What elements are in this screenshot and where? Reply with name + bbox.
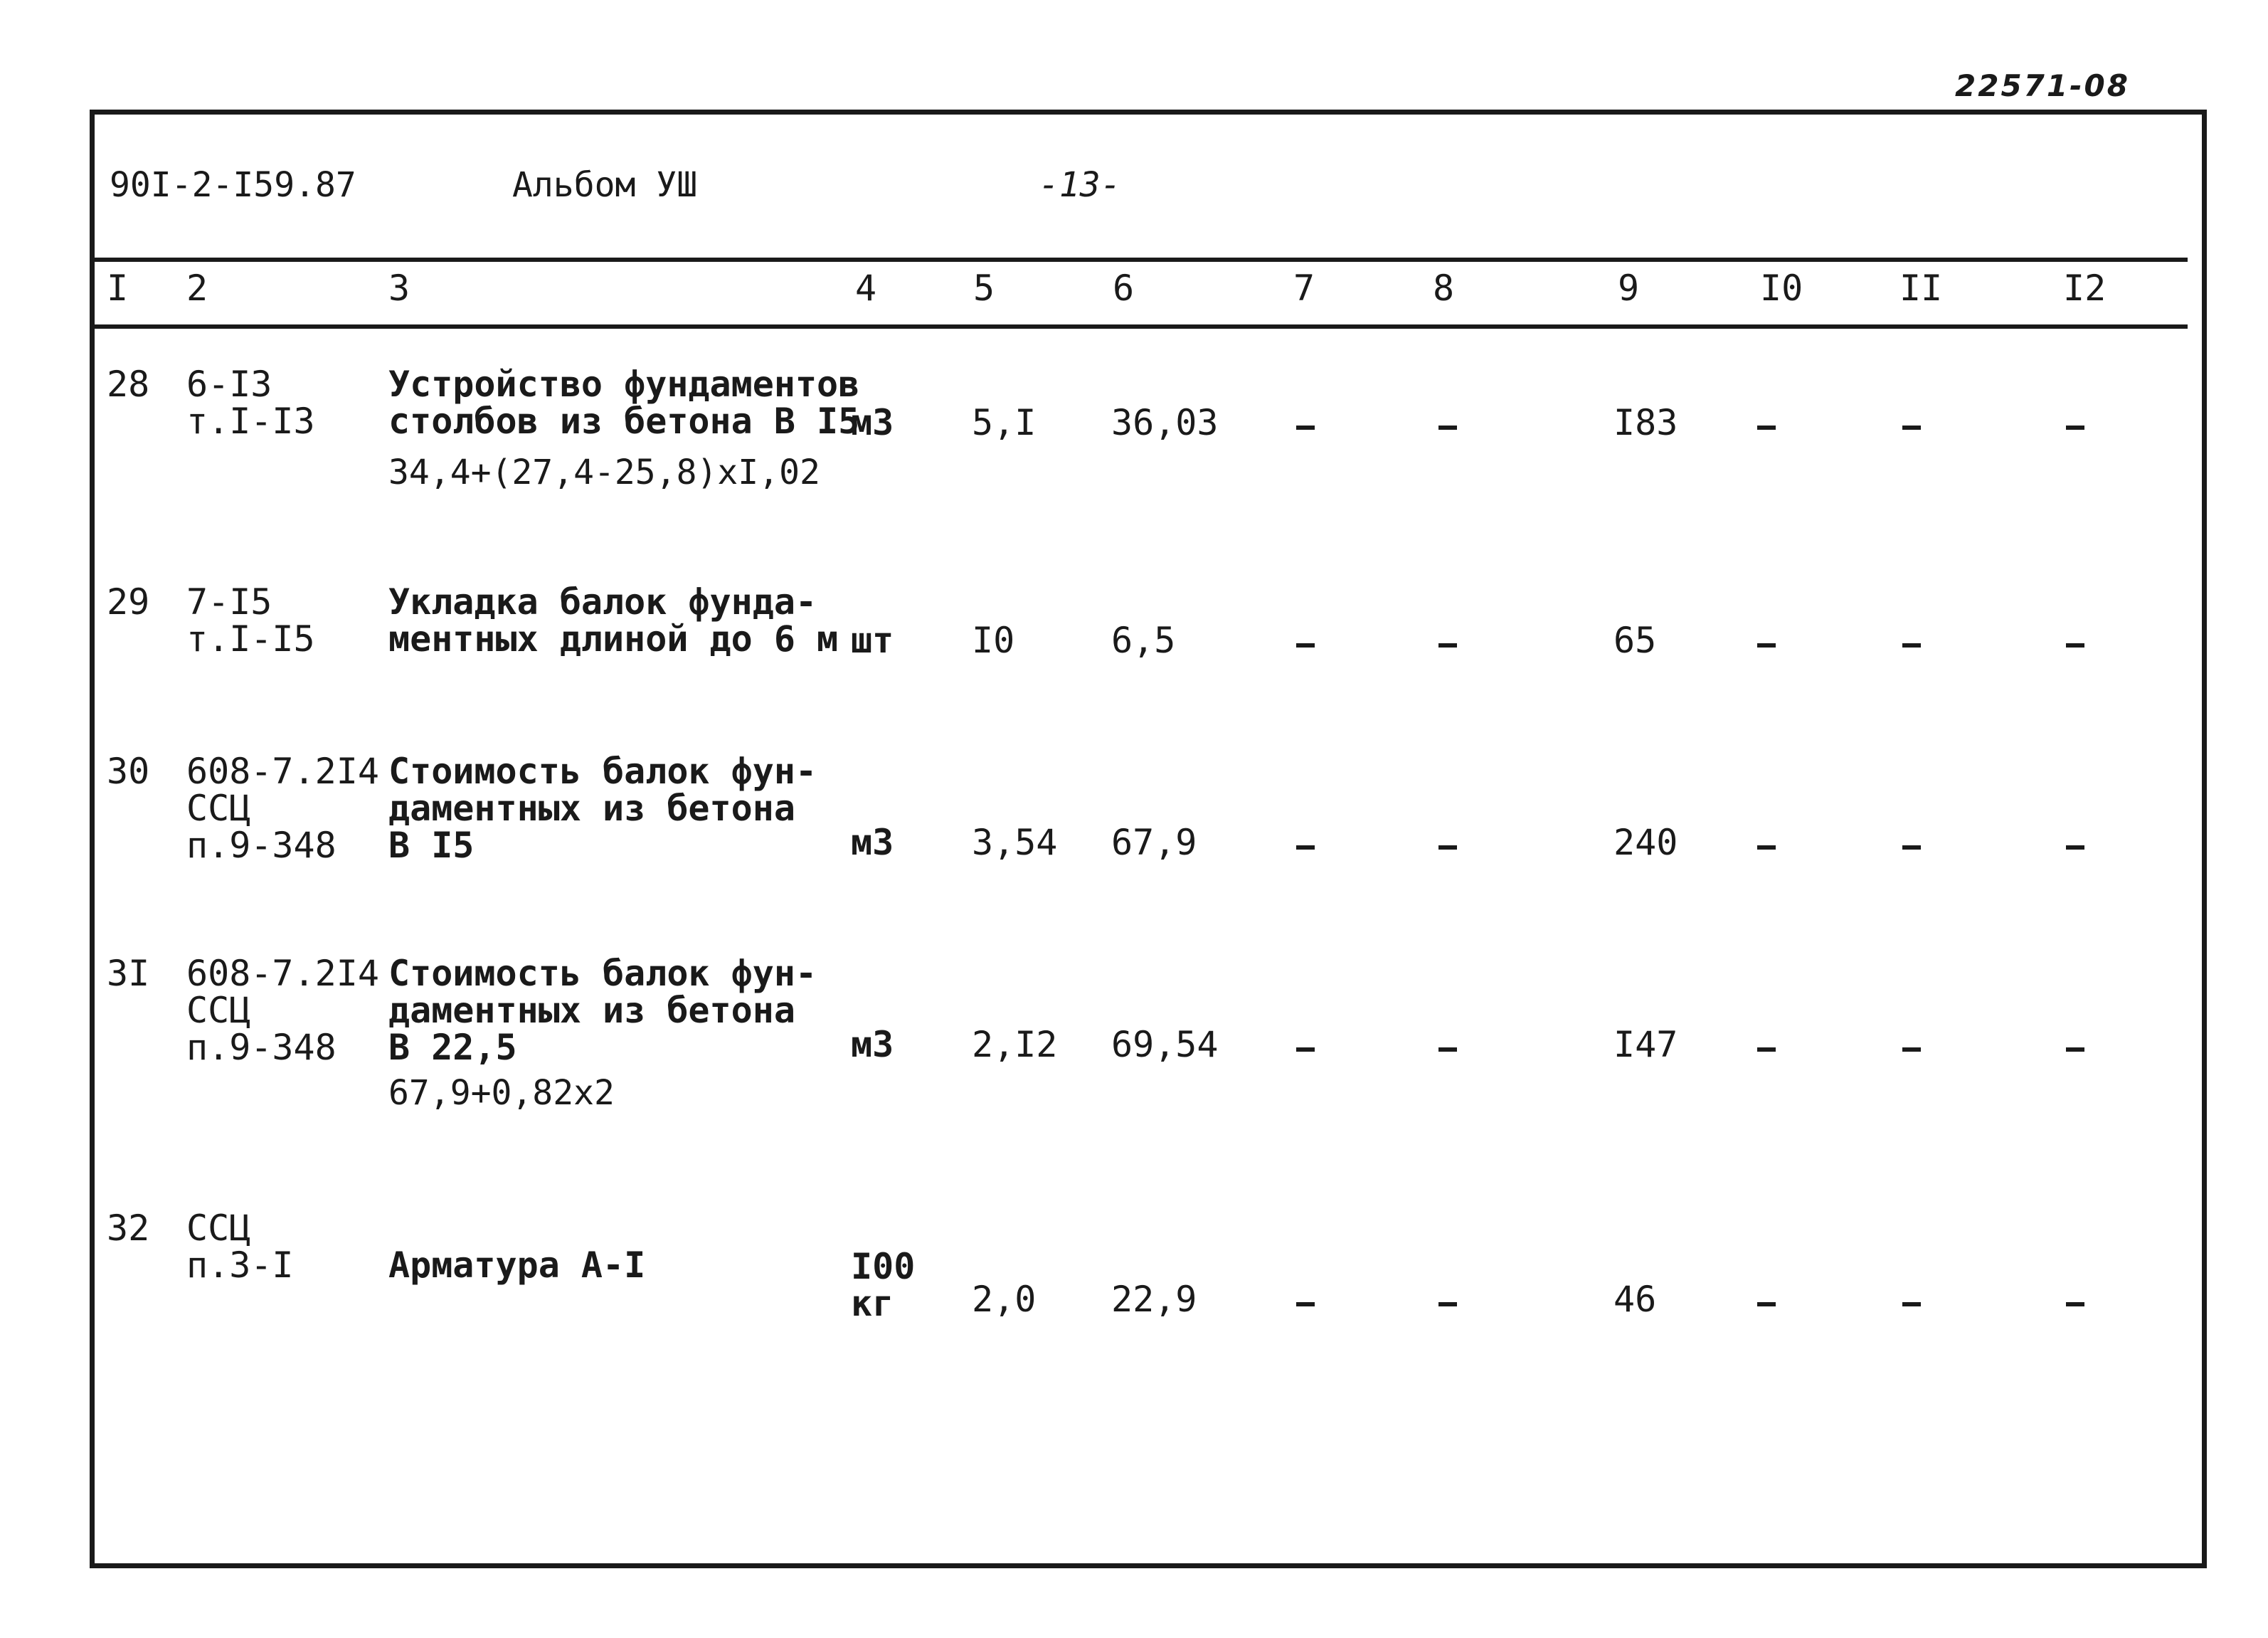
unit-price: 36,03 <box>1111 402 1219 443</box>
dash-mark <box>2066 643 2084 648</box>
column-number: II <box>1899 268 1943 309</box>
unit: м3 <box>851 822 894 863</box>
dash-mark <box>1902 1047 1921 1052</box>
dash-mark <box>1902 426 1921 430</box>
unit: м3 <box>851 1024 894 1065</box>
work-description: Арматура А-I <box>388 1245 646 1286</box>
header-top-rule <box>92 258 2188 262</box>
row-number: 28 <box>107 364 150 405</box>
quantity: 2,I2 <box>972 1024 1058 1065</box>
dash-mark <box>1438 845 1457 850</box>
document-code: 22571-08 <box>1955 68 2130 103</box>
unit: I00 кг <box>851 1246 916 1324</box>
column-number: 8 <box>1433 268 1455 309</box>
calculation-formula: 67,9+0,82x2 <box>388 1073 615 1113</box>
dash-mark <box>1902 845 1921 850</box>
total-cost: I47 <box>1613 1024 1678 1065</box>
work-description: Устройство фундаментов столбов из бетона В I5 <box>388 364 860 442</box>
quantity: 5,I <box>972 402 1037 443</box>
total-cost: 65 <box>1613 620 1657 661</box>
total-cost: I83 <box>1613 402 1678 443</box>
dash-mark <box>1757 1302 1776 1306</box>
dash-mark <box>1757 845 1776 850</box>
dash-mark <box>1438 643 1457 648</box>
dash-mark <box>1296 643 1315 648</box>
column-number: 2 <box>186 268 208 309</box>
quantity: 3,54 <box>972 822 1058 863</box>
column-number: I2 <box>2063 268 2107 309</box>
column-number: 7 <box>1293 268 1315 309</box>
norm-code: 7-I5 т.I-I5 <box>186 581 315 660</box>
dash-mark <box>2066 1047 2084 1052</box>
page-number: -13- <box>1039 165 1121 205</box>
work-description: Укладка балок фунда- ментных длиной до 6 м <box>388 581 839 660</box>
row-number: 30 <box>107 751 150 792</box>
row-number: 32 <box>107 1208 150 1249</box>
dash-mark <box>1438 1047 1457 1052</box>
total-cost: 46 <box>1613 1279 1657 1320</box>
column-number: 3 <box>388 268 410 309</box>
dash-mark <box>1296 1302 1315 1306</box>
dash-mark <box>1438 426 1457 430</box>
column-number: 9 <box>1618 268 1640 309</box>
column-number: 4 <box>855 268 877 309</box>
calculation-formula: 34,4+(27,4-25,8)xI,02 <box>388 453 820 492</box>
album-title: Альбом УШ <box>512 165 698 205</box>
project-code: 90I-2-I59.87 <box>110 165 356 205</box>
unit: шт <box>851 620 894 661</box>
unit-price: 67,9 <box>1111 822 1197 863</box>
dash-mark <box>1296 426 1315 430</box>
dash-mark <box>2066 426 2084 430</box>
header-bottom-rule <box>92 324 2188 329</box>
work-description: Стоимость балок фун- даментных из бетона В 22,5 <box>388 953 817 1068</box>
unit-price: 69,54 <box>1111 1024 1219 1065</box>
column-number: I0 <box>1760 268 1803 309</box>
dash-mark <box>1902 643 1921 648</box>
work-description: Стоимость балок фун- даментных из бетона В I5 <box>388 751 817 866</box>
column-number: 5 <box>973 268 995 309</box>
quantity: I0 <box>972 620 1015 661</box>
unit-price: 6,5 <box>1111 620 1176 661</box>
dash-mark <box>1757 1047 1776 1052</box>
column-number: 6 <box>1113 268 1135 309</box>
dash-mark <box>1438 1302 1457 1306</box>
total-cost: 240 <box>1613 822 1678 863</box>
column-number: I <box>107 268 129 309</box>
quantity: 2,0 <box>972 1279 1037 1320</box>
dash-mark <box>1296 845 1315 850</box>
unit-price: 22,9 <box>1111 1279 1197 1320</box>
norm-code: 608-7.2I4 ССЦ п.9-348 <box>186 953 379 1068</box>
unit: м3 <box>851 402 894 443</box>
dash-mark <box>1902 1302 1921 1306</box>
dash-mark <box>1757 426 1776 430</box>
norm-code: 6-I3 т.I-I3 <box>186 364 315 442</box>
norm-code: ССЦ п.3-I <box>186 1208 294 1286</box>
row-number: 3I <box>107 953 150 994</box>
dash-mark <box>2066 845 2084 850</box>
dash-mark <box>1296 1047 1315 1052</box>
row-number: 29 <box>107 581 150 623</box>
dash-mark <box>2066 1302 2084 1306</box>
dash-mark <box>1757 643 1776 648</box>
norm-code: 608-7.2I4 ССЦ п.9-348 <box>186 751 379 866</box>
